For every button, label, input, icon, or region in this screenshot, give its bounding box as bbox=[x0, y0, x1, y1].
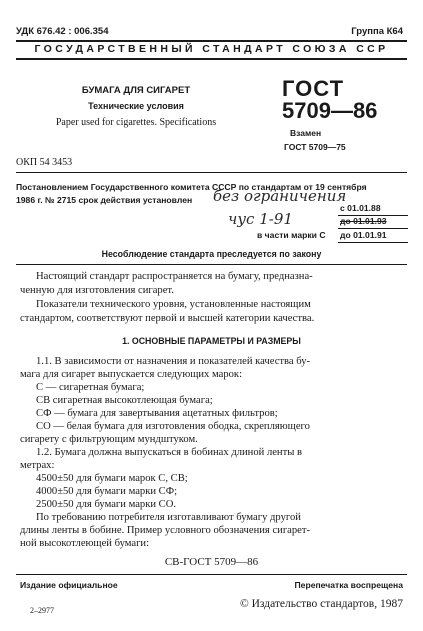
decree-line-2: 1986 г. № 2715 срок действия установлен bbox=[16, 195, 193, 205]
section-1-line: 1.1. В зависимости от назначения и показателей качества бу- bbox=[36, 356, 311, 367]
date-to-part-rule bbox=[338, 242, 408, 243]
section-1-line: 4000±50 для бумаги марки СФ; bbox=[36, 486, 178, 497]
footer-rule bbox=[16, 574, 407, 575]
section-1-line: СВ сигаретная высокотлеющая бумага; bbox=[36, 395, 213, 406]
section-1-line: сигарету с фильтрующим мундштуком. bbox=[20, 434, 198, 445]
section-1-line: 4500±50 для бумаги марок С, СВ; bbox=[36, 473, 188, 484]
intro-p2-line2: стандартом, соответствуют первой и высшей категории качества. bbox=[20, 313, 315, 324]
date-from: с 01.01.88 bbox=[340, 203, 381, 213]
section-1-line: По требованию потребителя изготавливают бумагу другой bbox=[36, 512, 301, 523]
okp-code: ОКП 54 3453 bbox=[16, 157, 73, 168]
section-1-line: 2500±50 для бумаги марки СО. bbox=[36, 499, 177, 510]
part-label: в части марки С bbox=[257, 230, 326, 240]
replaces-value: ГОСТ 5709—75 bbox=[284, 142, 346, 152]
intro-p2-line1: Показатели технического уровня, установленные настоящим bbox=[36, 299, 311, 310]
legal-note-rule bbox=[16, 264, 407, 265]
gost-label: ГОСТ bbox=[282, 76, 345, 101]
header-rule-bottom bbox=[16, 58, 407, 60]
udk-code: УДК 676.42 : 006.354 bbox=[16, 26, 109, 37]
document-title-english: Paper used for cigarettes. Specifications bbox=[55, 117, 217, 128]
okp-rule bbox=[16, 172, 407, 173]
section-1-heading: 1. ОСНОВНЫЕ ПАРАМЕТРЫ И РАЗМЕРЫ bbox=[122, 336, 301, 346]
section-1-line: длины ленты в бобине. Пример условного обозначения сигарет- bbox=[20, 525, 311, 536]
section-1-line: мага для сигарет выпускается следующих марок: bbox=[20, 369, 243, 380]
state-standard-title: ГОСУДАРСТВЕННЫЙ СТАНДАРТ СОЮЗА ССР bbox=[34, 43, 389, 55]
date-to-rule bbox=[338, 228, 408, 229]
intro-p1-line1: Настоящий стандарт распространяется на бумагу, предназна- bbox=[36, 271, 313, 282]
designation-example: СВ-ГОСТ 5709—86 bbox=[164, 556, 259, 568]
section-1-line: СФ — бумага для завертывания ацетатных фильтров; bbox=[36, 408, 278, 419]
document-title: БУМАГА ДЛЯ СИГАРЕТ bbox=[81, 85, 191, 96]
date-to-part: до 01.01.91 bbox=[340, 230, 387, 240]
document-subtitle: Технические условия bbox=[88, 101, 184, 111]
legal-note: Несоблюдение стандарта преследуется по закону bbox=[101, 249, 322, 259]
section-1-line: С — сигаретная бумага; bbox=[36, 382, 145, 393]
section-1-line: ной высокотлеющей бумаги: bbox=[20, 538, 150, 549]
group-code: Группа К64 bbox=[351, 26, 403, 37]
copyright: © Издательство стандартов, 1987 bbox=[239, 598, 403, 610]
reprint-prohibited: Перепечатка воспрещена bbox=[294, 580, 403, 590]
handwritten-note-1: без ограничения bbox=[213, 187, 347, 205]
header-rule-top bbox=[16, 40, 407, 42]
handwritten-note-2: чус 1-91 bbox=[228, 210, 293, 228]
print-code: 2–2977 bbox=[30, 606, 54, 615]
gost-number: 5709—86 bbox=[282, 98, 378, 123]
official-edition: Издание официальное bbox=[20, 580, 118, 590]
decree-line-1: Постановлением Государственного комитета СССР по стандартам от 19 сентября bbox=[16, 182, 367, 192]
intro-p1-line2: ченную для изготовления сигарет. bbox=[20, 285, 174, 296]
section-1-line: метрах: bbox=[20, 460, 55, 471]
replaces-label: Взамен bbox=[290, 128, 322, 138]
date-to-struck: до 01.01.93 bbox=[340, 216, 387, 226]
section-1-line: 1.2. Бумага должна выпускаться в бобинах длиной ленты в bbox=[36, 447, 303, 458]
section-1-line: СО — белая бумага для изготовления ободка, скрепляющего bbox=[36, 421, 310, 432]
